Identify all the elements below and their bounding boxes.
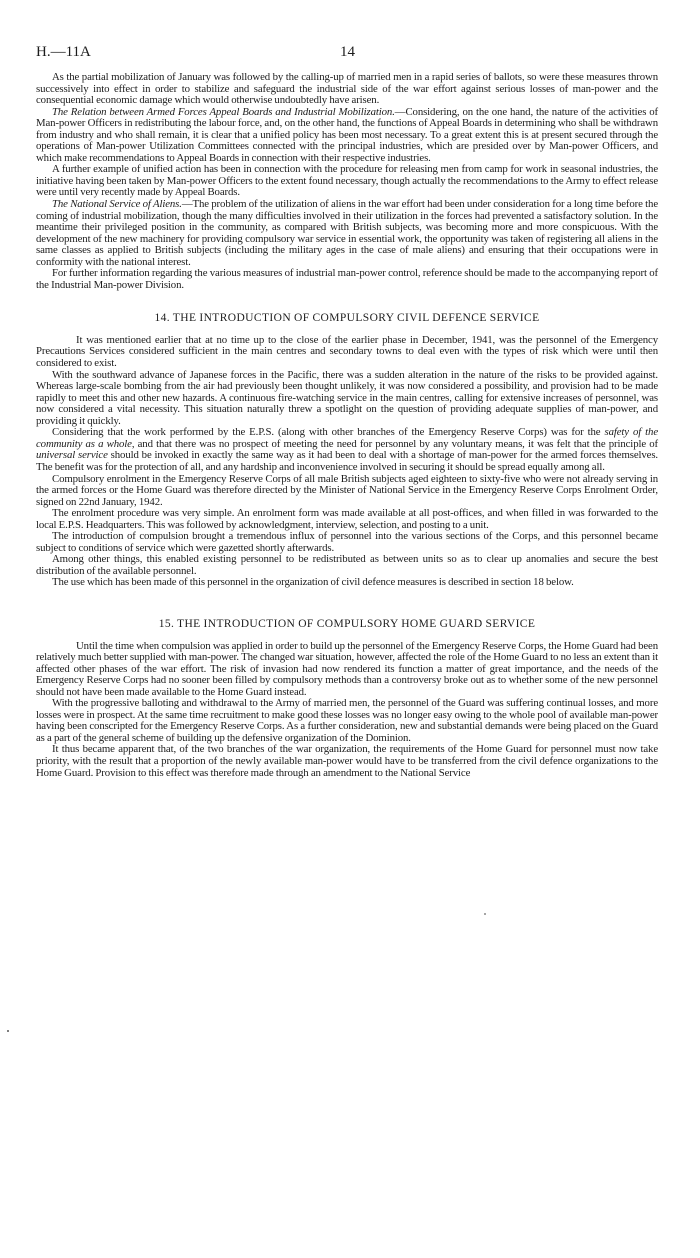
paragraph: It was mentioned earlier that at no time up to the close of the earlier phase in December, 1941, was the personnel of the Emergency Precautions Services considered sufficient in the main centres and secondary towns to deal even with the types of risk which were until then considered to exist. — [36, 333, 658, 370]
section-heading: 15. THE INTRODUCTION OF COMPULSORY HOME GUARD SERVICE — [158, 617, 536, 630]
paragraph: Among other things, this enabled existing personnel to be redistributed as between units so as to clear up anomalies and secure the best distribution of the available personnel. — [36, 553, 658, 577]
section-heading: 14. THE INTRODUCTION OF COMPULSORY CIVIL DEFENCE SERVICE — [154, 312, 540, 325]
paragraph: The use which has been made of this personnel in the organization of civil defence measures is described in section 18 below. — [52, 576, 574, 589]
document-body — [36, 72, 658, 779]
paragraph: For further information regarding the various measures of industrial man-power control, reference should be made to the accompanying report of the Industrial Man-power Division. — [36, 267, 658, 291]
paragraph: The introduction of compulsion brought a tremendous influx of personnel into the various sections of the Corps, and this personnel became subject to conditions of service which were gazetted shortly afterwards. — [36, 530, 658, 554]
paragraph: With the southward advance of Japanese forces in the Pacific, there was a sudden alteration in the nature of the risks to be provided against. Whereas large-scale bombing from the air had previously been thought unlikely, it was now considered a possibility, and provision had to be made rapidly to meet this and other new hazards. A continuous fire-watching service in the main centres, calling for extensive increases of personnel, was now considered a vital necessity. This situation naturally threw a spotlight on the question of providing adequate supplies of man-power, and providing it quickly. — [36, 368, 658, 427]
emphasis-text: universal service — [36, 449, 108, 462]
print-speck — [484, 913, 486, 915]
margin-speck — [7, 1030, 9, 1032]
page-number: 14 — [340, 44, 355, 60]
paragraph: The enrolment procedure was very simple. An enrolment form was made available at all post-offices, and when filled in was forwarded to the local E.P.S. Headquarters. This was followed by acknowledgment, interview, selection, and posting to a unit. — [36, 507, 658, 531]
paragraph-text: Considering that the work performed by the E.P.S. (along with other branches of the Emergency Reserve Corps) was for the — [52, 426, 605, 439]
paragraph: Until the time when compulsion was applied in order to build up the personnel of the Emergency Reserve Corps, the Home Guard had been relatively much better supplied with man-power. The changed war situation, however, affected the role of the Home Guard to no less an extent than it affected other phases of the war effort. The risk of invasion had now rendered its function a matter of great importance, and the needs of the Emergency Reserve Corps had no sooner been filled by compulsory methods than a controversy broke out as to whether some of the new personnel should not have been made available to the Home Guard instead. — [36, 639, 658, 698]
emphasis-text: safety of the community as a whole — [36, 426, 658, 450]
paragraph: A further example of unified action has been in connection with the procedure for releasing men from camp for work in seasonal industries, the initiative having been taken by Man-power Officers to the extent found necessary, though actually the recommendations to the Army to effect release were until very recently made by Appeal Boards. — [36, 163, 658, 199]
paragraph-lead-in: The Relation between Armed Forces Appeal Boards and Industrial Mobilization. — [52, 105, 395, 118]
paragraph-text: —Considering, on the one hand, the nature of the activities of Man-power Officers in redistributing the labour force, and, on the other hand, the functions of Appeal Boards in determining who shall be withdrawn from industry and who shall remain, it is clear that a unified policy has been most necessary. To a great extent this is at present secured through the operations of Man-power Utilization Committees connected with the principal industries, which are presided over by Man-power Officers, and which make recommendations to Appeal Boards in connection with their respective industries. — [36, 105, 658, 164]
paragraph-text: , and that there was no prospect of meeting the need for personnel by any voluntary means, it was felt that the principle of — [131, 437, 659, 450]
paragraph — [36, 107, 658, 165]
paragraph: It thus became apparent that, of the two branches of the war organization, the requirements of the Home Guard for personnel must now take priority, with the result that a proportion of the newly available man-power would have to be transferred from the civil defence organizations to the Home Guard. Provision to this effect was therefore made through an amendment to the National Service — [36, 743, 658, 779]
paragraph: Compulsory enrolment in the Emergency Reserve Corps of all male British subjects aged eighteen to sixty-five who were not already serving in the armed forces or the Home Guard was therefore directed by the Minister of National Service in the Emergency Reserve Corps Enrolment Order, signed on 22nd January, 1942. — [36, 472, 658, 508]
paragraph — [36, 427, 658, 473]
paragraph-text: should be invoked in exactly the same way as it had been to deal with a shortage of man-power for the armed forces themselves. The benefit was for the protection of all, and any hardship and inconvenience involved in securing it should be spread equally among all. — [36, 449, 658, 473]
paragraph-text: —The problem of the utilization of aliens in the war effort had been under consideration for a long time before the coming of industrial mobilization, though the many difficulties involved in their utilization in the forces had prevented a satisfactory solution. In the meantime their privileged position in the community, as compared with British subjects, was becoming more and more conspicuous. With the development of the new machinery for providing compulsory war service in essential work, the opportunity was taken of registering all aliens in the same classes as applied to British subjects (including the military ages in the case of male aliens) and ensuring that their occupations were in conformity with the national interest. — [36, 198, 658, 268]
paragraph-lead-in: The National Service of Aliens. — [52, 198, 182, 211]
paragraph — [36, 199, 658, 268]
paragraph: With the progressive balloting and withdrawal to the Army of married men, the personnel of the Guard was suffering continual losses, and more losses were in prospect. At the same time recruitment to make good these losses was no longer easy owing to the whole pool of available man-power having been conscripted for the Emergency Reserve Corps. As a further consideration, new and substantial demands were being placed on the Guard as a part of the general scheme of building up the defensive organization of the Dominion. — [36, 697, 658, 744]
document-reference: H.—11A — [36, 44, 91, 60]
paragraph: As the partial mobilization of January was followed by the calling-up of married men in a rapid series of ballots, so were these measures thrown successively into effect in order to stabilize and safeguard the industrial side of the war effort against serious losses of man-power and the consequential economic damage which would otherwise undoubtedly have arisen. — [36, 71, 658, 107]
